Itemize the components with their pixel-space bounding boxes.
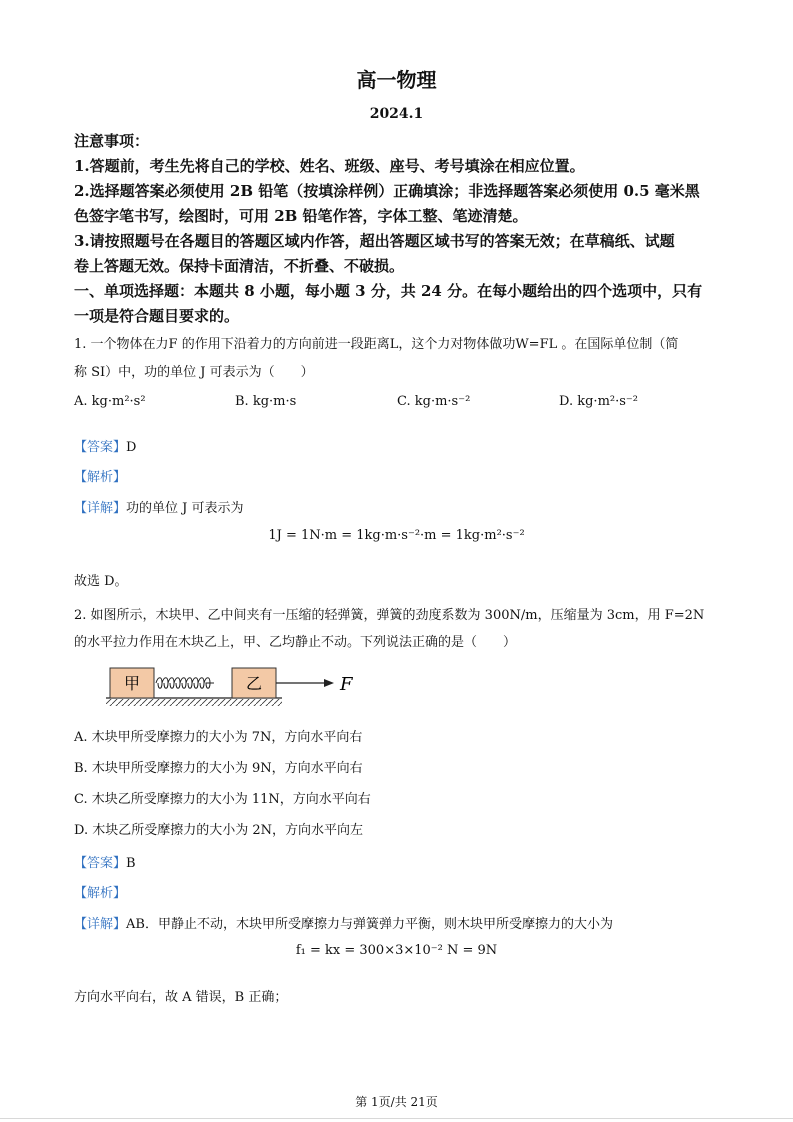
q2-stem: 2. 如图所示，木块甲、乙中间夹有一压缩的轻弹簧，弹簧的劲度系数为 300N/m，压缩量为 3cm，用 F=2N (74, 608, 705, 623)
detail-tag: 【详解】 (74, 501, 127, 516)
section-heading: 一、单项选择题：本题共 8 小题，每小题 3 分，共 24 分。在每小题给出的四个选项中，只有 (74, 282, 703, 300)
q2-option-d: D. 木块乙所受摩擦力的大小为 2N，方向水平向左 (74, 823, 364, 838)
q1-stem: 1. 一个物体在力F 的作用下沿着力的方向前进一段距离L，这个力对物体做功W=FL 。在国际单位制（简 (74, 337, 679, 352)
notice-line: 1.答题前，考生先将自己的学校、姓名、班级、座号、考号填涂在相应位置。 (74, 157, 585, 175)
notice-line: 卷上答题无效。保持卡面清洁，不折叠、不破损。 (74, 257, 405, 275)
page-number: 第 1页/共 21页 (355, 1095, 438, 1109)
answer-tag: 【答案】 (74, 856, 127, 871)
block-left-label: 甲 (123, 674, 141, 693)
q1-option-c: C. kg·m·s⁻² (397, 394, 471, 409)
answer-value: D (126, 440, 137, 455)
q1-answer (74, 436, 136, 455)
q1-option-d: D. kg·m²·s⁻² (559, 394, 638, 409)
force-arrow-head (324, 679, 334, 687)
ground-hatch (106, 699, 282, 706)
q1-formula: 1J = 1N·m = 1kg·m·s⁻²·m = 1kg·m²·s⁻² (268, 528, 525, 543)
answer-tag: 【答案】 (74, 440, 127, 455)
q2-formula: f₁ = kx = 300×3×10⁻² N = 9N (295, 943, 498, 958)
spring (156, 678, 214, 689)
q2-option-a: A. 木块甲所受摩擦力的大小为 7N，方向水平向右 (74, 730, 363, 745)
q2-figure (100, 662, 370, 710)
exam-date: 2024.1 (369, 106, 424, 122)
q2-detail (74, 913, 613, 932)
q2-option-b: B. 木块甲所受摩擦力的大小为 9N，方向水平向右 (74, 761, 363, 776)
answer-value: B (126, 856, 136, 871)
section-heading-cont: 一项是符合题目要求的。 (74, 307, 240, 325)
page-title: 高一物理 (356, 68, 437, 92)
q2-option-c: C. 木块乙所受摩擦力的大小为 11N，方向水平向右 (74, 792, 371, 807)
notice-line: 色签字笔书写，绘图时，可用 2B 铅笔作答，字体工整、笔迹清楚。 (74, 207, 528, 225)
detail-text: 功的单位 J 可表示为 (126, 501, 244, 516)
q2-analysis-tag: 【解析】 (74, 886, 127, 901)
q2-answer (74, 852, 136, 871)
footer-divider (0, 1118, 793, 1119)
q1-stem-cont: 称 SI）中，功的单位 J 可表示为（ ） (74, 365, 314, 380)
q1-conclusion: 故选 D。 (74, 574, 128, 589)
block-right-label: 乙 (245, 674, 263, 693)
notice-line: 3.请按照题号在各题目的答题区域内作答，超出答题区域书写的答案无效；在草稿纸、试题 (74, 232, 675, 250)
force-label: F (340, 674, 353, 695)
notice-heading: 注意事项： (74, 132, 150, 150)
q2-stem-cont: 的水平拉力作用在木块乙上，甲、乙均静止不动。下列说法正确的是（ ） (74, 635, 517, 650)
q2-conclusion: 方向水平向右，故 A 错误，B 正确； (74, 990, 288, 1005)
notice-line: 2.选择题答案必须使用 2B 铅笔（按填涂样例）正确填涂；非选择题答案必须使用 0.5 毫米黑 (74, 182, 700, 200)
q1-detail (74, 497, 244, 516)
detail-tag: 【详解】 (74, 917, 127, 932)
detail-text: AB．甲静止不动，木块甲所受摩擦力与弹簧弹力平衡，则木块甲所受摩擦力的大小为 (126, 917, 613, 932)
q1-option-a: A. kg·m²·s² (74, 394, 146, 409)
q1-analysis-tag: 【解析】 (74, 470, 127, 485)
q1-option-b: B. kg·m·s (235, 394, 297, 409)
